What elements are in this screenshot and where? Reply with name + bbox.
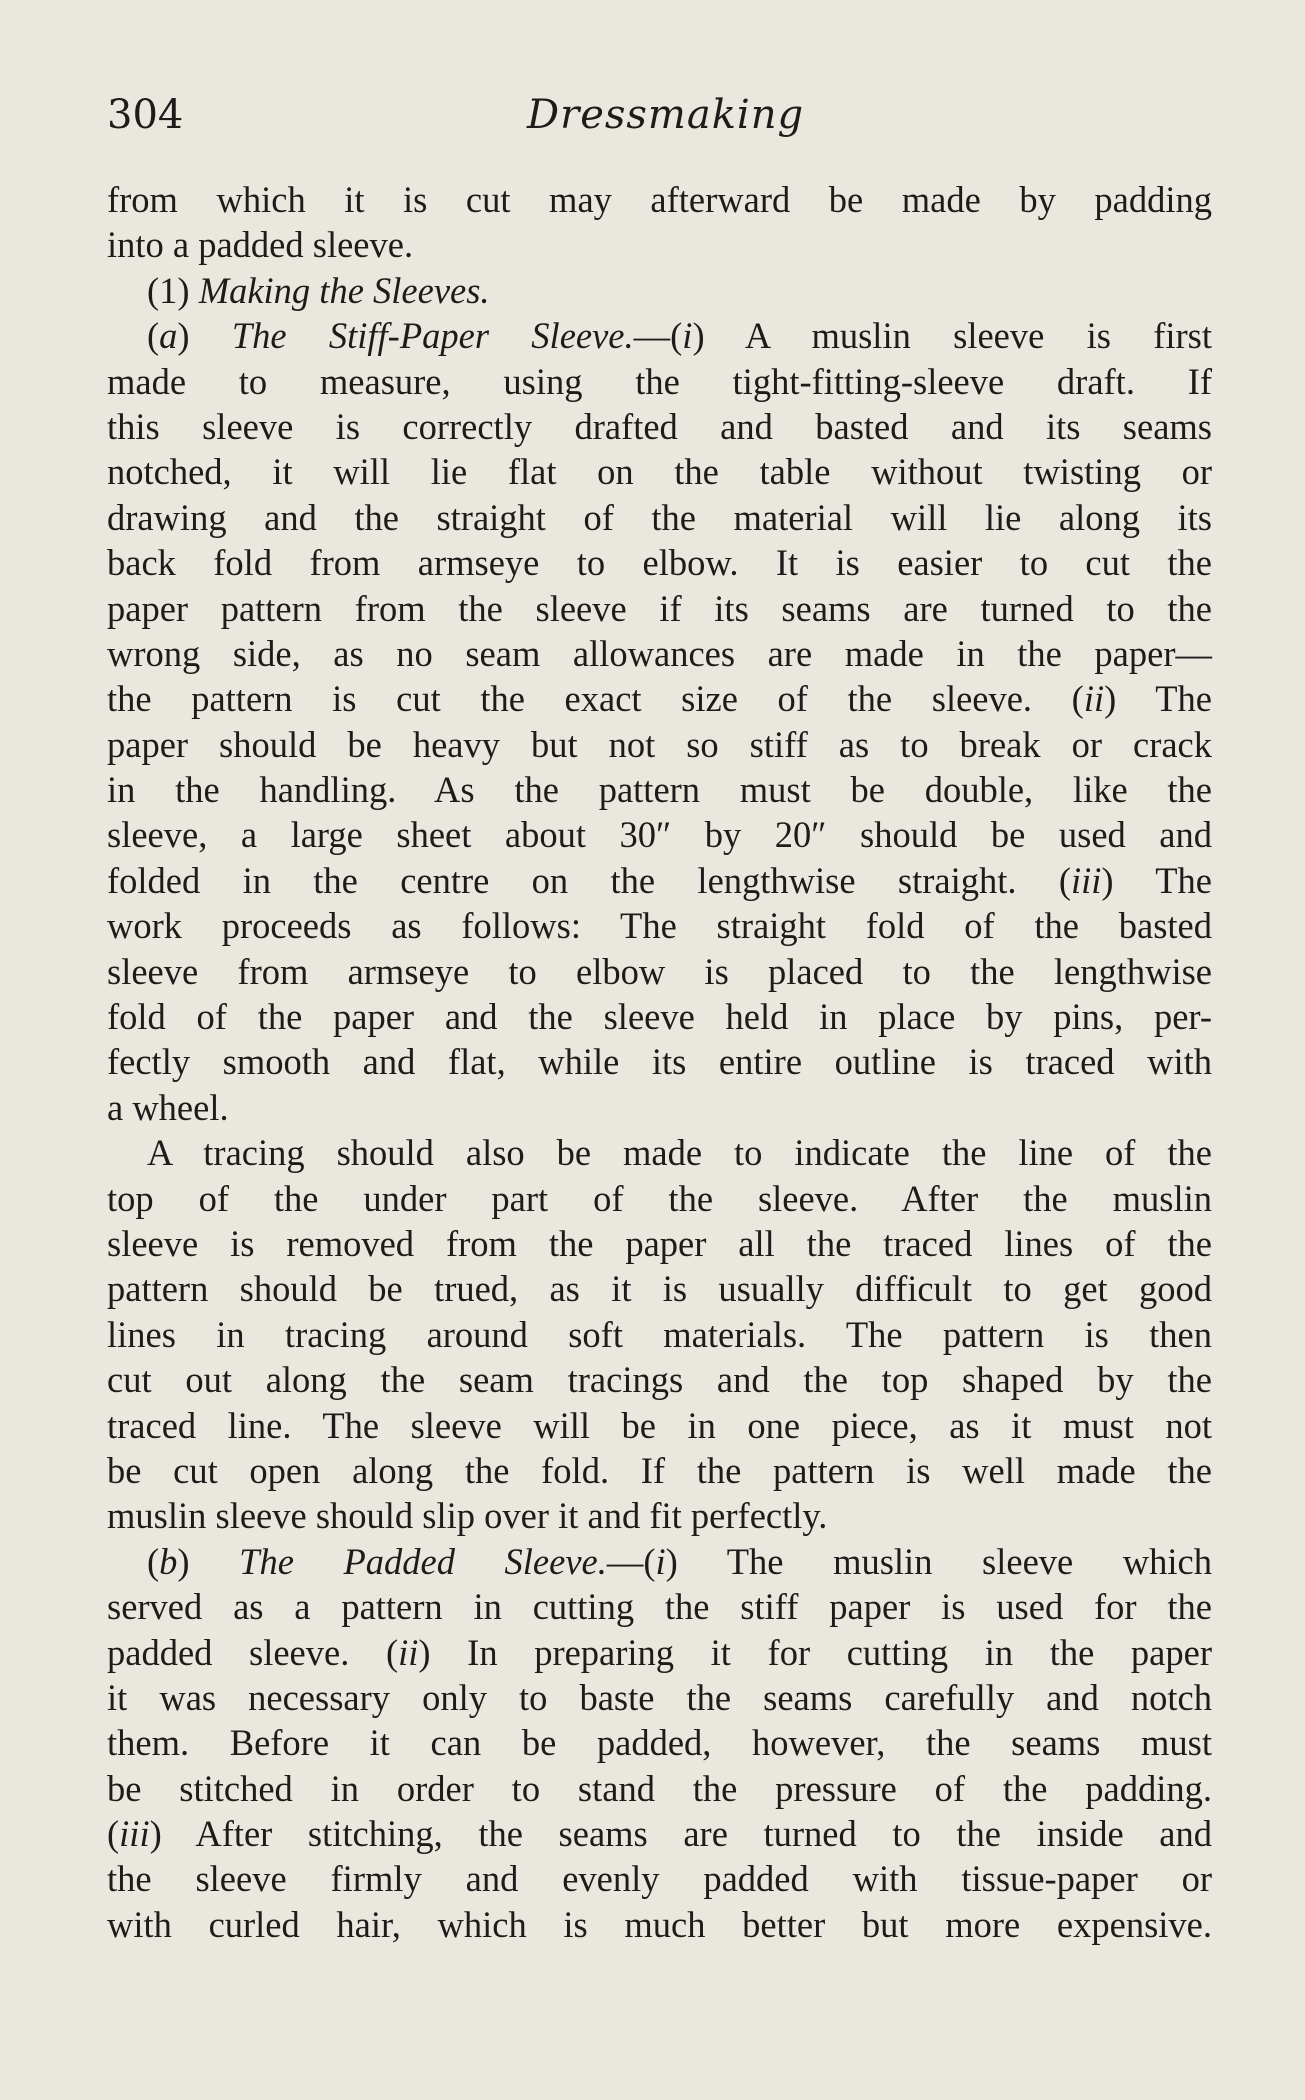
- text-run: paper pattern from the sleeve if its seams are turned to the: [107, 587, 1212, 629]
- text-line: [107, 1720, 1212, 1765]
- text-run: into a padded sleeve.: [107, 224, 414, 266]
- text-line: [107, 631, 1212, 676]
- text-run: fold of the paper and the sleeve held in place by pins, per-: [107, 996, 1212, 1038]
- text-run: a wheel.: [107, 1086, 229, 1128]
- text-run: sleeve, a large sheet about 30″ by 20″ should be used and: [107, 814, 1212, 856]
- text-line: [107, 1811, 1212, 1856]
- text-line: [107, 586, 1212, 631]
- text-run: it was necessary only to baste the seams carefully and notch: [107, 1676, 1212, 1718]
- text-run: drawing and the straight of the material will lie along its: [107, 496, 1212, 538]
- text-run: work proceeds as follows: The straight fold of the basted: [107, 905, 1212, 947]
- text-line: [107, 1266, 1212, 1311]
- italic-run: a: [159, 315, 178, 357]
- italic-run: iii: [1070, 859, 1102, 901]
- italic-run: b: [159, 1540, 178, 1582]
- italic-run: ii: [1083, 678, 1105, 720]
- text-run: ) A muslin sleeve is first: [692, 315, 1212, 357]
- text-line: [107, 1448, 1212, 1493]
- text-run: muslin sleeve should slip over it and fit perfectly.: [107, 1495, 828, 1537]
- italic-run: The Stiff-Paper Sleeve.: [231, 315, 634, 357]
- italic-run: ii: [398, 1631, 419, 1673]
- text-run: folded in the centre on the lengthwise straight. (: [107, 859, 1071, 901]
- text-run: (: [107, 1813, 120, 1855]
- text-line: [107, 812, 1212, 857]
- text-run: (1): [147, 269, 199, 311]
- text-line: [107, 767, 1212, 812]
- text-run: be cut open along the fold. If the pattern is well made the: [107, 1449, 1212, 1491]
- text-line: [107, 1539, 1212, 1584]
- text-line: [107, 1902, 1212, 1947]
- text-run: ) In preparing it for cutting in the paper: [418, 1631, 1212, 1673]
- text-line: [107, 540, 1212, 585]
- text-run: wrong side, as no seam allowances are made in the paper—: [107, 632, 1212, 674]
- text-run: be stitched in order to stand the pressure of the padding.: [107, 1767, 1212, 1809]
- text-line: [107, 404, 1212, 449]
- text-line: [107, 949, 1212, 994]
- text-run: ) After stitching, the seams are turned to the inside and: [149, 1813, 1212, 1855]
- text-run: cut out along the seam tracings and the top shaped by the: [107, 1359, 1212, 1401]
- italic-run: iii: [119, 1813, 150, 1855]
- text-run: the pattern is cut the exact size of the sleeve. (: [107, 678, 1084, 720]
- text-run: ) The: [1104, 678, 1212, 720]
- text-line: [107, 359, 1212, 404]
- text-run: served as a pattern in cutting the stiff paper is used for the: [107, 1586, 1212, 1628]
- text-line: [107, 1312, 1212, 1357]
- text-run: them. Before it can be padded, however, the seams must: [107, 1722, 1212, 1764]
- text-line: [107, 1630, 1212, 1675]
- text-run: lines in tracing around soft materials. The pattern is then: [107, 1313, 1212, 1355]
- text-line: [107, 1221, 1212, 1266]
- text-line: [107, 1493, 1212, 1538]
- text-line: [107, 268, 1212, 313]
- text-line: [107, 858, 1212, 903]
- text-run: —(: [606, 1540, 656, 1582]
- text-line: [107, 1584, 1212, 1629]
- body-text: [107, 177, 1212, 1947]
- text-line: [107, 1675, 1212, 1720]
- text-run: padded sleeve. (: [107, 1631, 399, 1673]
- text-run: the sleeve firmly and evenly padded with tissue-paper or: [107, 1858, 1212, 1900]
- text-run: A tracing should also be made to indicate the line of the: [147, 1132, 1212, 1174]
- text-line: [107, 1766, 1212, 1811]
- text-run: in the handling. As the pattern must be double, like the: [107, 769, 1212, 811]
- text-run: pattern should be trued, as it is usually difficult to get good: [107, 1268, 1212, 1310]
- text-line: [107, 1357, 1212, 1402]
- text-line: [107, 313, 1212, 358]
- italic-run: i: [682, 315, 693, 357]
- text-line: [107, 449, 1212, 494]
- text-run: traced line. The sleeve will be in one piece, as it must not: [107, 1404, 1212, 1446]
- text-run: sleeve is removed from the paper all the traced lines of the: [107, 1222, 1212, 1264]
- text-line: [107, 1039, 1212, 1084]
- text-run: —(: [633, 315, 683, 357]
- italic-run: The Padded Sleeve.: [239, 1540, 607, 1582]
- text-line: [107, 1176, 1212, 1221]
- running-title: Dressmaking: [527, 92, 805, 138]
- text-run: ) The: [1101, 859, 1212, 901]
- italic-run: Making the Sleeves.: [198, 269, 490, 311]
- text-run: back fold from armseye to elbow. It is easier to cut the: [107, 542, 1212, 584]
- text-line: [107, 495, 1212, 540]
- text-run: sleeve from armseye to elbow is placed to the lengthwise: [107, 950, 1212, 992]
- text-run: from which it is cut may afterward be made by padding: [107, 179, 1212, 220]
- text-line: [107, 177, 1212, 222]
- text-run: (: [147, 1540, 160, 1582]
- text-run: ) The muslin sleeve which: [665, 1540, 1212, 1582]
- text-run: notched, it will lie flat on the table without twisting or: [107, 451, 1212, 493]
- text-run: this sleeve is correctly drafted and basted and its seams: [107, 405, 1212, 447]
- text-run: ): [177, 1540, 240, 1582]
- italic-run: i: [655, 1540, 666, 1582]
- text-line: [107, 722, 1212, 767]
- text-run: fectly smooth and flat, while its entire outline is traced with: [107, 1041, 1212, 1083]
- text-line: [107, 676, 1212, 721]
- text-line: [107, 1403, 1212, 1448]
- text-line: [107, 1856, 1212, 1901]
- page-header: [107, 92, 1212, 152]
- text-run: ): [177, 315, 232, 357]
- page-number: 304: [107, 92, 184, 138]
- text-run: paper should be heavy but not so stiff as to break or crack: [107, 723, 1212, 765]
- text-line: [107, 1085, 1212, 1130]
- text-run: made to measure, using the tight-fitting-sleeve draft. If: [107, 360, 1212, 402]
- text-line: [107, 994, 1212, 1039]
- text-run: with curled hair, which is much better but more expensive.: [107, 1903, 1212, 1945]
- text-line: [107, 1130, 1212, 1175]
- text-run: top of the under part of the sleeve. After the muslin: [107, 1177, 1212, 1219]
- text-line: [107, 903, 1212, 948]
- text-line: [107, 222, 1212, 267]
- text-run: (: [147, 315, 160, 357]
